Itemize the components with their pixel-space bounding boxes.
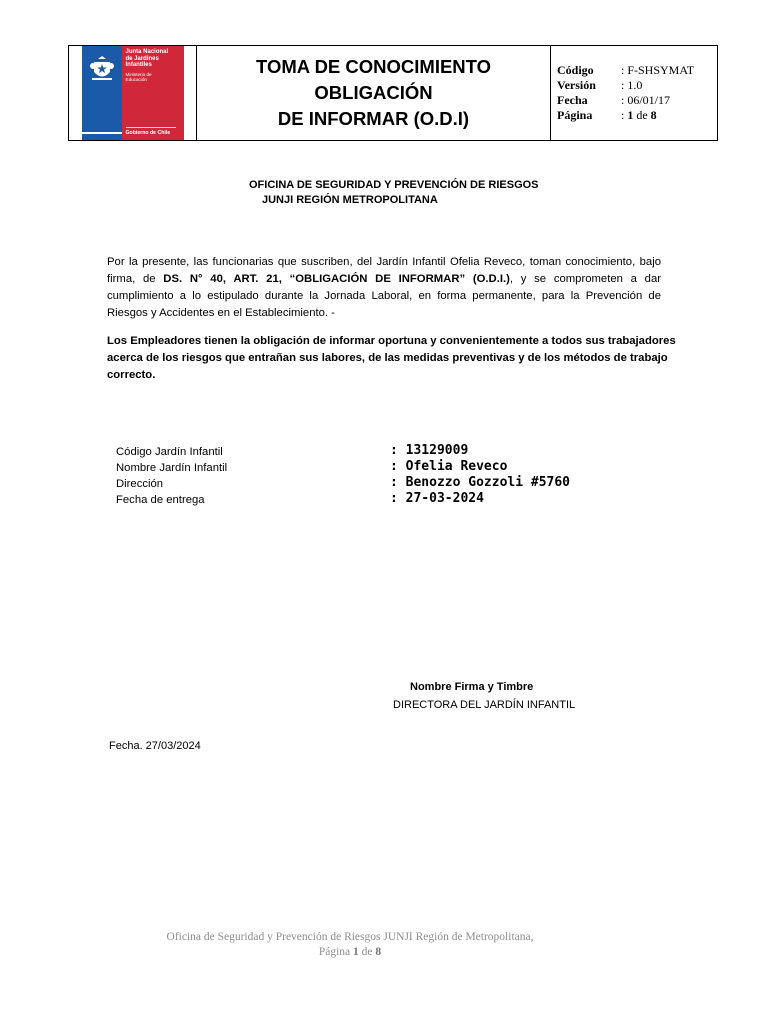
meta-value: : 1.0 bbox=[621, 78, 643, 92]
title-line: DE INFORMAR (O.D.I) bbox=[277, 108, 470, 129]
logo-red-panel bbox=[122, 46, 184, 140]
logo-ministry bbox=[126, 72, 181, 83]
info-value: : Ofelia Reveco bbox=[390, 459, 508, 474]
document-meta bbox=[551, 46, 717, 140]
info-values bbox=[390, 443, 570, 507]
paragraph-bold-text: DS. N° 40, ART. 21, “OBLIGACIÓN DE INFORMAR” (O.D.I.) bbox=[163, 273, 510, 285]
signature-role: DIRECTORA DEL JARDÍN INFANTIL bbox=[393, 699, 576, 711]
meta-row-version bbox=[557, 78, 717, 93]
page-total: 8 bbox=[650, 108, 657, 122]
info-label: Fecha de entrega bbox=[116, 494, 205, 506]
footer-page-of: de bbox=[358, 946, 376, 958]
logo-divider bbox=[126, 127, 176, 128]
acknowledgement-paragraph bbox=[107, 254, 661, 322]
meta-value bbox=[621, 108, 657, 123]
paragraph-text: , y se comprometen a dar cumplimiento a lo estipulado durante la Jornada Laboral, en forma permanente, para la Prevención de Riesgos y Accidentes en el Establecimiento. - bbox=[107, 273, 661, 319]
paragraph-text: Por la presente, las funcionarias que suscriben, del Jardín Infantil Ofelia Reveco, toman conocimiento, bajo firma, de bbox=[107, 256, 661, 285]
footer-page-number bbox=[140, 945, 560, 960]
logo-org-line: Junta Nacional bbox=[125, 49, 169, 55]
meta-label: Versión bbox=[557, 78, 596, 92]
page-of: de bbox=[633, 108, 651, 122]
info-label: Código Jardín Infantil bbox=[116, 446, 223, 458]
page-prefix: : bbox=[621, 108, 628, 122]
footer-page-total: 8 bbox=[375, 946, 382, 958]
logo-government: Gobierno de Chile bbox=[125, 130, 171, 136]
page-current: 1 bbox=[627, 108, 634, 122]
logo-ministry-line: Educación bbox=[125, 77, 147, 82]
office-heading bbox=[249, 178, 539, 208]
office-line: JUNJI REGIÓN METROPOLITANA bbox=[262, 194, 438, 206]
logo-blue-panel bbox=[82, 46, 122, 140]
office-line: OFICINA DE SEGURIDAD Y PREVENCIÓN DE RIESGOS bbox=[249, 179, 539, 191]
logo-org-line: Infantiles bbox=[125, 62, 152, 68]
meta-label: Página bbox=[557, 108, 593, 122]
logo-org-name bbox=[126, 49, 181, 69]
footer-page-current: 1 bbox=[353, 946, 359, 958]
title-line: TOMA DE CONOCIMIENTO OBLIGACIÓN bbox=[255, 56, 492, 103]
signature-name-label: Nombre Firma y Timbre bbox=[410, 681, 534, 693]
logo-stripe bbox=[82, 132, 122, 134]
meta-row-code bbox=[557, 63, 717, 78]
footer-page-label: Página bbox=[318, 946, 354, 958]
info-value: : 13129009 bbox=[390, 443, 469, 458]
info-label: Dirección bbox=[116, 478, 164, 490]
meta-value: : F-SHSYMAT bbox=[621, 63, 695, 77]
info-label: Nombre Jardín Infantil bbox=[116, 462, 228, 474]
logo-org-line: de Jardines bbox=[125, 55, 159, 62]
document-title bbox=[197, 46, 551, 140]
meta-label: Fecha bbox=[557, 93, 588, 107]
footer-text: Oficina de Seguridad y Prevención de Riesgos JUNJI Región de Metropolitana, bbox=[166, 931, 534, 943]
meta-row-date bbox=[557, 93, 717, 108]
page-footer bbox=[140, 930, 560, 960]
logo-cell bbox=[69, 46, 197, 140]
info-labels bbox=[116, 444, 227, 508]
info-value: : Benozzo Gozzoli #5760 bbox=[390, 475, 571, 490]
meta-row-page bbox=[557, 108, 717, 123]
coat-of-arms-icon bbox=[89, 56, 115, 84]
document-header bbox=[68, 45, 718, 141]
meta-value: : 06/01/17 bbox=[621, 93, 671, 107]
info-value: : 27-03-2024 bbox=[390, 491, 484, 506]
employer-obligation-paragraph: Los Empleadores tienen la obligación de informar oportuna y convenientemente a todos sus trabajadores acerca de los riesgos que entrañan sus labores, de las medidas preventivas y de los métodos de trabajo correcto. bbox=[107, 335, 676, 381]
logo-ministry-line: Ministerio de bbox=[125, 71, 152, 77]
document-date: Fecha. 27/03/2024 bbox=[109, 740, 201, 752]
meta-label: Código bbox=[557, 63, 594, 77]
junji-logo bbox=[82, 46, 184, 140]
